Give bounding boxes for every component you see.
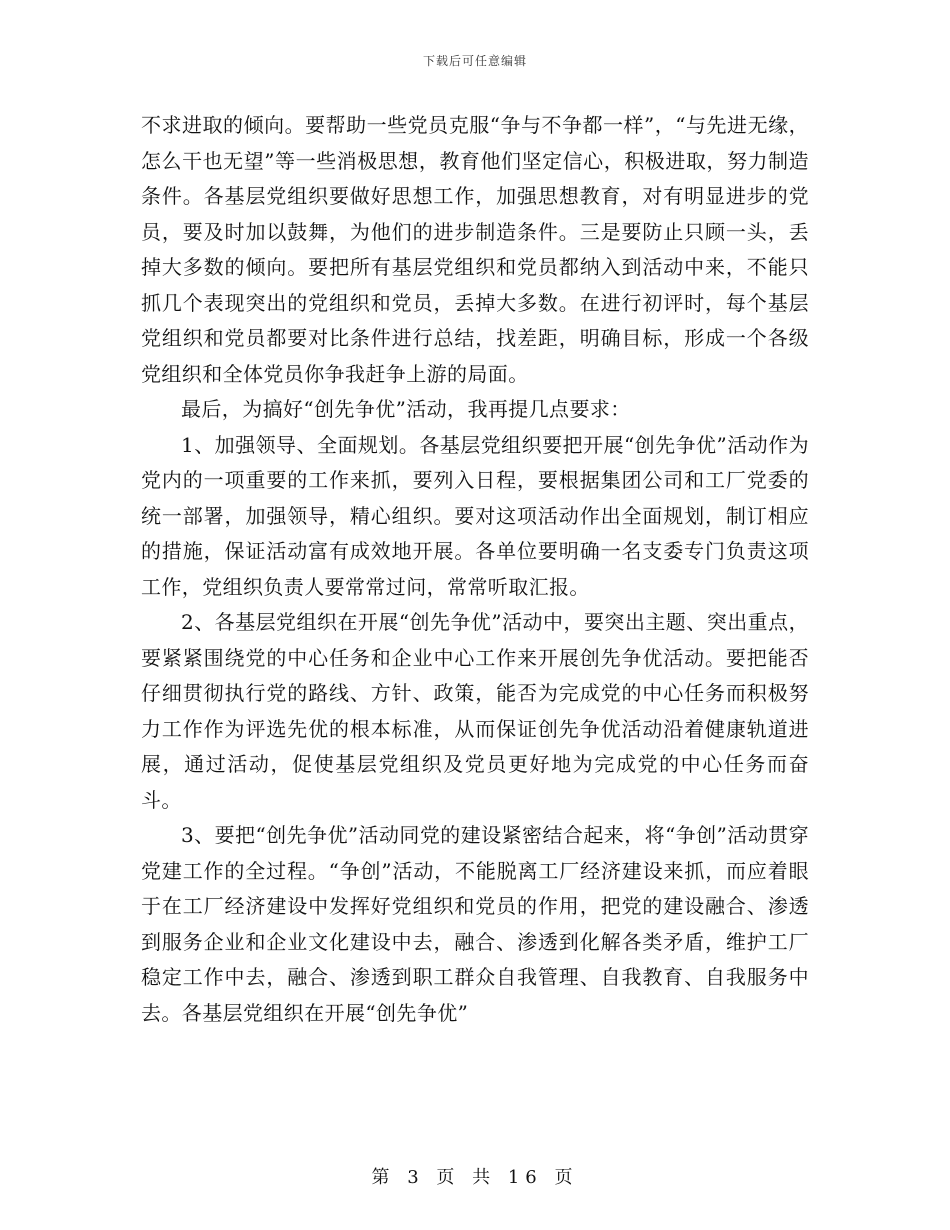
document-body <box>141 108 809 1031</box>
paragraph-requirements-intro: 最后，为搞好“创先争优”活动，我再提几点要求： <box>181 397 631 421</box>
paragraph-requirement-3: 3、要把“创先争优”活动同党的建设紧密结合起来，将“争创”活动贯穿党建工作的全过程。“争创”活动，不能脱离工厂经济建设来抓，而应着眼于在工厂经济建设中发挥好党组织和党员的作用，把党的建设融合、渗透到服务企业和企业文化建设中去，融合、渗透到化解各类矛盾，维护工厂稳定工作中去，融合、渗透到职工群众自我管理、自我教育、自我服务中去。各基层党组织在开展“创先争优” <box>141 823 809 1025</box>
page-number-footer: 第 3 页 共 16 页 <box>371 1167 579 1188</box>
paragraph-requirement-2: 2、各基层党组织在开展“创先争优”活动中，要突出主题、突出重点，要紧紧围绕党的中心任务和企业中心工作来开展创先争优活动。要把能否仔细贯彻执行党的路线、方针、政策，能否为完成党的中心任务而积极努力工作作为评选先优的根本标准，从而保证创先争优活动沿着健康轨道进展，通过活动，促使基层党组织及党员更好地为完成党的中心任务而奋斗。 <box>141 610 809 812</box>
paragraph-requirement-1: 1、加强领导、全面规划。各基层党组织要把开展“创先争优”活动作为党内的一项重要的工作来抓，要列入日程，要根据集团公司和工厂党委的统一部署，加强领导，精心组织。要对这项活动作出全面规划，制订相应的措施，保证活动富有成效地开展。各单位要明确一名支委专门负责这项工作，党组织负责人要常常过问，常常听取汇报。 <box>141 432 809 599</box>
paragraph-continuation: 不求进取的倾向。要帮助一些党员克服“争与不争都一样”，“与先进无缘，怎么干也无望”等一些消极思想，教育他们坚定信心，积极进取，努力制造条件。各基层党组织要做好思想工作，加强思想教育，对有明显进步的党员，要及时加以鼓舞，为他们的进步制造条件。三是要防止只顾一头，丢掉大多数的倾向。要把所有基层党组织和党员都纳入到活动中来，不能只抓几个表现突出的党组织和党员，丢掉大多数。在进行初评时，每个基层党组织和党员都要对比条件进行总结，找差距，明确目标，形成一个各级党组织和全体党员你争我赶争上游的局面。 <box>141 113 809 386</box>
page-header: 下载后可任意编辑 <box>422 54 527 68</box>
